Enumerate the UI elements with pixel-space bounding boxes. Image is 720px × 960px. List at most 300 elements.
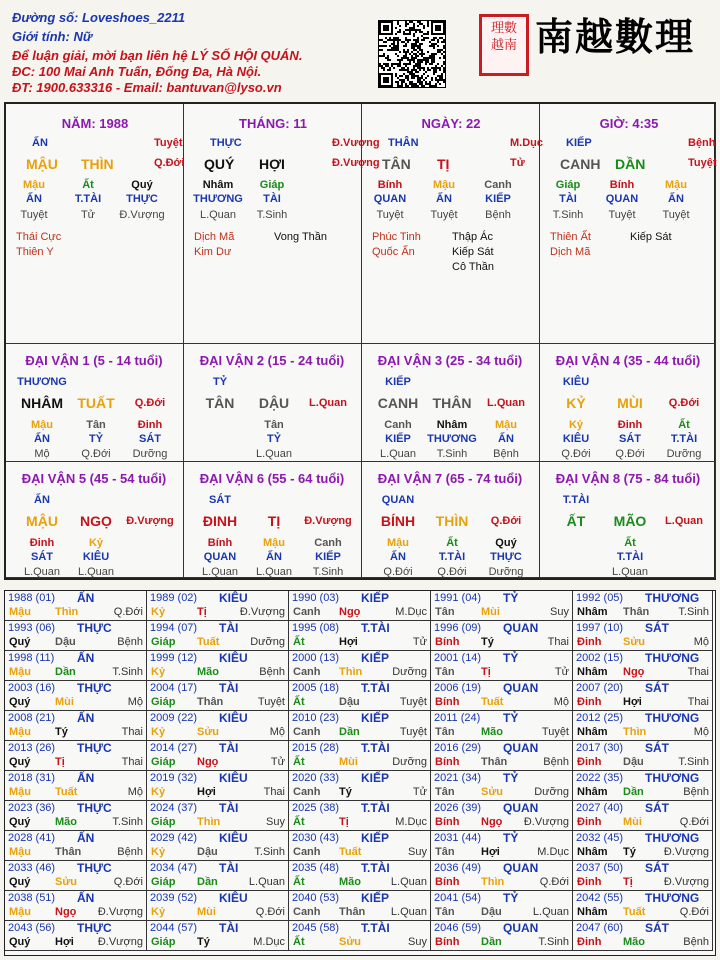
year-ten-god: KIÊU (219, 711, 248, 725)
year-stem: Ất (293, 696, 305, 708)
year-ten-god: QUAN (503, 801, 539, 815)
dai-van-hidden-phase: L.Quan (255, 566, 293, 578)
year-label: 2037 (50) (576, 862, 624, 874)
year-cell (289, 591, 431, 621)
year-stem: Nhâm (577, 726, 608, 738)
year-cell (431, 801, 573, 831)
year-ten-god: ẤN (77, 651, 95, 665)
year-branch: Sửu (197, 726, 220, 738)
year-stem: Ất (293, 636, 305, 648)
year-branch: Tuất (197, 636, 220, 648)
year-phase: T.Sinh (678, 606, 709, 618)
earthly-branch: TỊ (437, 156, 450, 172)
year-cell (5, 891, 147, 921)
dai-van-stem: TÂN (205, 395, 235, 411)
year-label: 2044 (57) (150, 922, 198, 934)
year-label: 2015 (28) (292, 742, 340, 754)
year-branch: Dậu (623, 756, 644, 768)
year-cell (5, 681, 147, 711)
dai-van-hidden-stem: Nhâm (436, 419, 468, 431)
dai-van-hidden-stem: Mậu (263, 537, 285, 549)
year-stem: Tân (435, 726, 455, 738)
year-phase: Q.Đới (113, 876, 143, 888)
year-stem: Ất (293, 936, 305, 948)
dai-van-hidden-god: T.TÀI (670, 433, 698, 445)
year-label: 2033 (46) (8, 862, 56, 874)
hidden-stem: Nhâm (202, 179, 234, 191)
year-phase: Dưỡng (392, 756, 427, 768)
dai-van-phase: Đ.Vượng (126, 515, 174, 527)
year-cell (5, 771, 147, 801)
dai-van-hidden-god: KIÊU (82, 551, 110, 563)
dai-van-hidden-stem: Ất (624, 537, 636, 549)
year-label: 2025 (38) (292, 802, 340, 814)
year-stem: Tân (435, 666, 455, 678)
year-branch: Sửu (481, 786, 504, 798)
year-phase: T.Sinh (112, 816, 143, 828)
year-stem: Tân (435, 786, 455, 798)
year-stem: Kỷ (151, 726, 166, 738)
year-cell (147, 771, 289, 801)
year-branch: Sửu (339, 936, 362, 948)
dai-van-hidden-stem: Đinh (29, 537, 55, 549)
year-branch: Tị (481, 666, 491, 678)
gender: Giới tính: Nữ (12, 29, 93, 44)
year-label: 2030 (43) (292, 832, 340, 844)
dai-van-hidden-god: SÁT (139, 433, 161, 445)
year-label: 1991 (04) (434, 592, 482, 604)
year-stem: Canh (293, 846, 321, 858)
year-stem: Kỷ (151, 786, 166, 798)
pillar-heading: GIỜ: 4:35 (599, 116, 659, 131)
year-cell (431, 861, 573, 891)
dai-van-branch: TUẤT (77, 395, 115, 411)
dai-van-heading: ĐẠI VẬN 8 (75 - 84 tuổi) (555, 471, 701, 486)
year-phase: Bệnh (543, 756, 569, 768)
spirit-star: Thập Ác (452, 231, 493, 243)
year-branch: Tị (339, 816, 349, 828)
year-label: 2000 (13) (292, 652, 340, 664)
year-branch: Ngọ (197, 756, 219, 768)
year-phase: Mộ (127, 786, 143, 798)
dai-van-heading: ĐẠI VẬN 6 (55 - 64 tuổi) (199, 471, 345, 486)
dai-van-hidden-god: KIẾP (315, 551, 341, 563)
year-ten-god: SÁT (645, 621, 669, 635)
year-cell (5, 591, 147, 621)
year-stem: Canh (293, 906, 321, 918)
year-branch: Mão (339, 876, 361, 888)
dai-van-hidden-god: SÁT (31, 551, 53, 563)
dai-van-hidden-phase: L.Quan (23, 566, 61, 578)
year-stem: Bính (435, 636, 460, 648)
year-phase: Bệnh (683, 936, 709, 948)
year-branch: Dậu (197, 846, 218, 858)
year-branch: Tuất (339, 846, 362, 858)
year-ten-god: ẤN (77, 591, 95, 605)
year-label: 2008 (21) (8, 712, 56, 724)
year-cell (147, 741, 289, 771)
year-ten-god: TỶ (503, 771, 519, 785)
dai-van-ten-god: THƯƠNG (17, 376, 67, 388)
contact-phone-email: ĐT: 1900.633316 - Email: bantuvan@lyso.vn (12, 80, 282, 95)
year-branch: Dần (623, 786, 644, 798)
hidden-stem: Ất (82, 179, 94, 191)
year-stem: Nhâm (577, 786, 608, 798)
year-stem: Giáp (151, 696, 176, 708)
spirit-star: Thiên Ất (550, 231, 591, 243)
phase-top: Đ.Vượng (332, 137, 380, 149)
year-cell (147, 801, 289, 831)
pillar-heading: NĂM: 1988 (61, 116, 129, 131)
spirit-star: Thiên Y (16, 246, 54, 258)
year-stem: Tân (435, 606, 455, 618)
red-seal-logo (479, 14, 529, 76)
dai-van-hidden-stem: Mậu (387, 537, 409, 549)
dai-van-hidden-god: SÁT (619, 433, 641, 445)
year-stem: Ất (293, 816, 305, 828)
year-cell (289, 741, 431, 771)
year-phase: L.Quan (248, 876, 285, 888)
year-cell (431, 651, 573, 681)
year-branch: Ngọ (339, 606, 361, 618)
year-label: 1998 (11) (8, 652, 55, 664)
year-cell (5, 861, 147, 891)
year-cell (289, 681, 431, 711)
year-phase: Bệnh (117, 636, 143, 648)
year-cell (289, 771, 431, 801)
year-ten-god: THỰC (77, 621, 112, 635)
ten-god-stem: KIẾP (566, 137, 592, 149)
year-phase: Tử (554, 666, 569, 678)
dai-van-hidden-stem: Ất (446, 537, 458, 549)
dai-van-hidden-phase: Q.Đới (615, 448, 645, 460)
year-cell (431, 621, 573, 651)
dai-van-phase: Q.Đới (134, 397, 166, 409)
hidden-ten-god: T.TÀI (74, 193, 102, 205)
year-cell (5, 801, 147, 831)
dai-van-hidden-stem: Tân (264, 419, 284, 431)
dai-van-branch: THÂN (432, 395, 472, 411)
hidden-ten-god: TÀI (263, 193, 281, 205)
year-phase: Bệnh (259, 666, 285, 678)
spirit-star: Kiếp Sát (452, 246, 494, 258)
dai-van-4 (540, 344, 716, 462)
spirit-star: Thái Cực (16, 231, 62, 243)
year-stem: Kỷ (151, 606, 166, 618)
dai-van-hidden-stem: Canh (314, 537, 342, 549)
year-branch: Mão (481, 726, 503, 738)
dai-van-ten-god: TỶ (212, 376, 228, 388)
dai-van-hidden-phase: Q.Đới (561, 448, 591, 460)
dai-van-hidden-god: THỰC (490, 551, 522, 563)
year-stem: Kỷ (151, 666, 166, 678)
dai-van-3 (362, 344, 540, 462)
dai-van-hidden-god: TỶ (266, 433, 282, 445)
year-label: 2047 (60) (576, 922, 624, 934)
phase-top: Tuyệt (154, 137, 183, 149)
year-branch: Hợi (623, 696, 642, 708)
year-stem: Giáp (151, 876, 176, 888)
dai-van-phase: L.Quan (309, 397, 347, 409)
year-cell (573, 591, 713, 621)
dai-van-hidden-phase: Dưỡng (666, 448, 702, 460)
dai-van-hidden-god: ẤN (266, 551, 282, 563)
year-branch: Ngọ (481, 816, 503, 828)
year-label: 2041 (54) (434, 892, 482, 904)
year-phase: Thai (547, 636, 569, 648)
dai-van-hidden-stem: Quý (495, 537, 517, 549)
phase-top: Bệnh (688, 137, 716, 149)
year-branch: Mùi (339, 756, 358, 768)
year-ten-god: THƯƠNG (645, 891, 700, 905)
hidden-ten-god: ẤN (668, 193, 684, 205)
dai-van-heading: ĐẠI VẬN 1 (5 - 14 tuổi) (25, 353, 163, 368)
year-cell (573, 831, 713, 861)
hidden-ten-god: QUAN (605, 193, 639, 205)
dai-van-hidden-phase: T.Sinh (436, 448, 468, 460)
year-label: 2004 (17) (150, 682, 198, 694)
dai-van-hidden-phase: Mộ (34, 448, 50, 460)
year-phase: Đ.Vượng (663, 876, 709, 888)
annual-luck-table (4, 590, 716, 956)
year-stem: Quý (9, 816, 31, 828)
year-branch: Sửu (55, 876, 78, 888)
year-branch: Hợi (481, 846, 500, 858)
year-cell (573, 681, 713, 711)
year-cell (147, 861, 289, 891)
year-cell (5, 741, 147, 771)
year-ten-god: T.TÀI (361, 741, 390, 755)
dai-van-hidden-god: T.TÀI (616, 551, 644, 563)
year-cell (431, 771, 573, 801)
year-ten-god: TÀI (219, 801, 239, 815)
pillar-1 (184, 104, 380, 344)
year-cell (147, 681, 289, 711)
heavenly-stem: MẬU (26, 156, 58, 172)
dai-van-phase: L.Quan (665, 515, 703, 527)
year-ten-god: ẤN (77, 831, 95, 845)
dai-van-stem: BÍNH (380, 513, 416, 529)
dai-van-hidden-phase: L.Quan (77, 566, 115, 578)
dai-van-hidden-god: TỶ (88, 433, 104, 445)
year-label: 2011 (24) (434, 712, 481, 724)
year-phase: Tuyệt (399, 726, 427, 738)
dai-van-hidden-god: QUAN (203, 551, 237, 563)
year-phase: Dưỡng (534, 786, 569, 798)
year-cell (289, 891, 431, 921)
year-cell (147, 591, 289, 621)
dai-van-heading: ĐẠI VẬN 2 (15 - 24 tuổi) (199, 353, 345, 368)
year-phase: Q.Đới (679, 816, 709, 828)
year-label: 2024 (37) (150, 802, 198, 814)
year-ten-god: KIÊU (219, 831, 248, 845)
year-branch: Tuất (623, 906, 646, 918)
year-ten-god: THƯƠNG (645, 831, 700, 845)
year-ten-god: TỶ (503, 831, 519, 845)
year-cell (573, 861, 713, 891)
year-ten-god: TỶ (503, 891, 519, 905)
year-phase: Đ.Vượng (97, 906, 143, 918)
year-branch: Dần (339, 726, 360, 738)
year-branch: Tý (197, 936, 210, 948)
hidden-ten-god: TÀI (559, 193, 577, 205)
year-stem: Kỷ (151, 906, 166, 918)
year-phase: Mộ (693, 726, 709, 738)
dai-van-heading: ĐẠI VẬN 4 (35 - 44 tuổi) (555, 353, 701, 368)
ten-god-stem: THÂN (388, 137, 419, 149)
dai-van-hidden-phase: L.Quan (611, 566, 649, 578)
year-stem: Bính (435, 756, 460, 768)
hidden-ten-god: THƯƠNG (193, 193, 243, 205)
dai-van-hidden-god: THƯƠNG (427, 433, 477, 445)
year-phase: Tuyệt (541, 726, 569, 738)
hidden-phase: Tuyệt (608, 209, 636, 221)
contact-invite: Để luận giải, mời bạn liên hệ LÝ SỐ HỘI QUÁN. (12, 48, 303, 63)
phase-stem: Tử (510, 157, 525, 169)
hidden-phase: Đ.Vượng (119, 209, 165, 221)
dai-van-hidden-stem: Kỷ (88, 537, 104, 549)
year-stem: Đinh (577, 936, 602, 948)
dai-van-phase: Q.Đới (668, 397, 700, 409)
year-branch: Mùi (197, 906, 216, 918)
year-stem: Canh (293, 606, 321, 618)
year-phase: Đ.Vượng (523, 816, 569, 828)
dai-van-hidden-stem: Đinh (617, 419, 643, 431)
year-stem: Giáp (151, 816, 176, 828)
year-branch: Hợi (55, 936, 74, 948)
year-ten-god: TỶ (503, 651, 519, 665)
year-cell (573, 771, 713, 801)
spirit-star: Quốc Ấn (372, 246, 415, 258)
year-phase: L.Quan (532, 906, 569, 918)
year-ten-god: QUAN (503, 681, 539, 695)
year-branch: Dần (197, 876, 218, 888)
pillar-heading: THÁNG: 11 (239, 116, 307, 131)
brand-logo-text: 南越數理 (535, 14, 696, 59)
dai-van-branch: DẬU (258, 395, 290, 411)
hidden-phase: Tuyệt (662, 209, 690, 221)
year-phase: Thai (121, 726, 143, 738)
dai-van-ten-god: T.TÀI (562, 494, 590, 506)
year-ten-god: KIẾP (361, 891, 390, 905)
year-label: 2010 (23) (292, 712, 340, 724)
dai-van-hidden-god: KIÊU (562, 433, 590, 445)
year-branch: Thân (339, 906, 366, 918)
year-ten-god: ẤN (77, 891, 95, 905)
year-stem: Tân (435, 906, 455, 918)
year-phase: Bệnh (117, 846, 143, 858)
year-label: 1993 (06) (8, 622, 56, 634)
year-branch: Mùi (623, 816, 642, 828)
spirit-star: Phúc Tinh (372, 231, 421, 243)
hidden-ten-god: QUAN (373, 193, 407, 205)
hidden-phase: T.Sinh (552, 209, 584, 221)
hidden-stem: Giáp (259, 179, 285, 191)
year-branch: Tuất (55, 786, 78, 798)
dai-van-ten-god: KIÊU (562, 376, 590, 388)
year-stem: Quý (9, 936, 31, 948)
chart-header (0, 0, 720, 100)
year-cell (431, 921, 573, 951)
dai-van-hidden-god: ẤN (34, 433, 50, 445)
dai-van-7 (362, 462, 540, 578)
dai-van-hidden-stem: Đinh (137, 419, 163, 431)
year-branch: Tý (481, 636, 494, 648)
year-label: 1988 (01) (8, 592, 56, 604)
year-stem: Quý (9, 876, 31, 888)
spirit-star: Kim Dư (194, 246, 232, 258)
year-phase: Suy (550, 606, 569, 618)
year-stem: Giáp (151, 636, 176, 648)
dai-van-stem: ẤT (566, 513, 586, 529)
dai-van-hidden-phase: Bệnh (493, 448, 519, 460)
dai-van-hidden-stem: Mậu (31, 419, 53, 431)
ten-god-stem: ẤN (32, 137, 48, 149)
year-branch: Thìn (55, 606, 79, 618)
year-cell (431, 591, 573, 621)
year-label: 1997 (10) (576, 622, 624, 634)
dai-van-hidden-god: KIẾP (385, 433, 411, 445)
year-ten-god: TÀI (219, 921, 239, 935)
dai-van-hidden-stem: Ất (678, 419, 690, 431)
year-branch: Tý (623, 846, 636, 858)
year-phase: Q.Đới (679, 906, 709, 918)
hidden-stem: Canh (484, 179, 512, 191)
hidden-stem: Mậu (433, 179, 455, 191)
hidden-stem: Giáp (555, 179, 581, 191)
dai-van-phase: Đ.Vượng (304, 515, 352, 527)
year-branch: Mão (623, 936, 645, 948)
year-stem: Đinh (577, 876, 602, 888)
year-cell (5, 921, 147, 951)
year-stem: Nhâm (577, 666, 608, 678)
year-cell (289, 921, 431, 951)
pillar-heading: NGÀY: 22 (421, 116, 481, 131)
year-ten-god: KIÊU (219, 651, 248, 665)
year-label: 2016 (29) (434, 742, 482, 754)
dai-van-2 (184, 344, 362, 462)
hidden-ten-god: THỰC (126, 193, 158, 205)
year-label: 1994 (07) (150, 622, 198, 634)
dai-van-hidden-stem: Bính (207, 537, 233, 549)
year-ten-god: TÀI (219, 741, 239, 755)
dai-van-hidden-phase: Q.Đới (383, 566, 413, 578)
year-phase: T.Sinh (254, 846, 285, 858)
year-ten-god: KIẾP (361, 651, 390, 665)
year-ten-god: THỰC (77, 801, 112, 815)
year-label: 2019 (32) (150, 772, 198, 784)
phase-stem: Q.Đới (154, 157, 185, 169)
year-cell (5, 651, 147, 681)
year-phase: T.Sinh (678, 756, 709, 768)
year-branch: Dần (55, 666, 76, 678)
year-phase: Q.Đới (113, 606, 143, 618)
year-stem: Canh (293, 726, 321, 738)
year-branch: Tý (339, 786, 352, 798)
year-cell (5, 831, 147, 861)
year-ten-god: SÁT (645, 921, 669, 935)
year-ten-god: SÁT (645, 861, 669, 875)
hidden-ten-god: KIẾP (485, 193, 511, 205)
year-ten-god: T.TÀI (361, 921, 390, 935)
dai-van-phase: Q.Đới (490, 515, 522, 527)
heavenly-stem: CANH (560, 156, 601, 172)
year-stem: Bính (435, 696, 460, 708)
year-phase: Bệnh (683, 786, 709, 798)
phase-top: M.Dục (510, 137, 543, 149)
year-branch: Thân (481, 756, 508, 768)
year-cell (573, 621, 713, 651)
